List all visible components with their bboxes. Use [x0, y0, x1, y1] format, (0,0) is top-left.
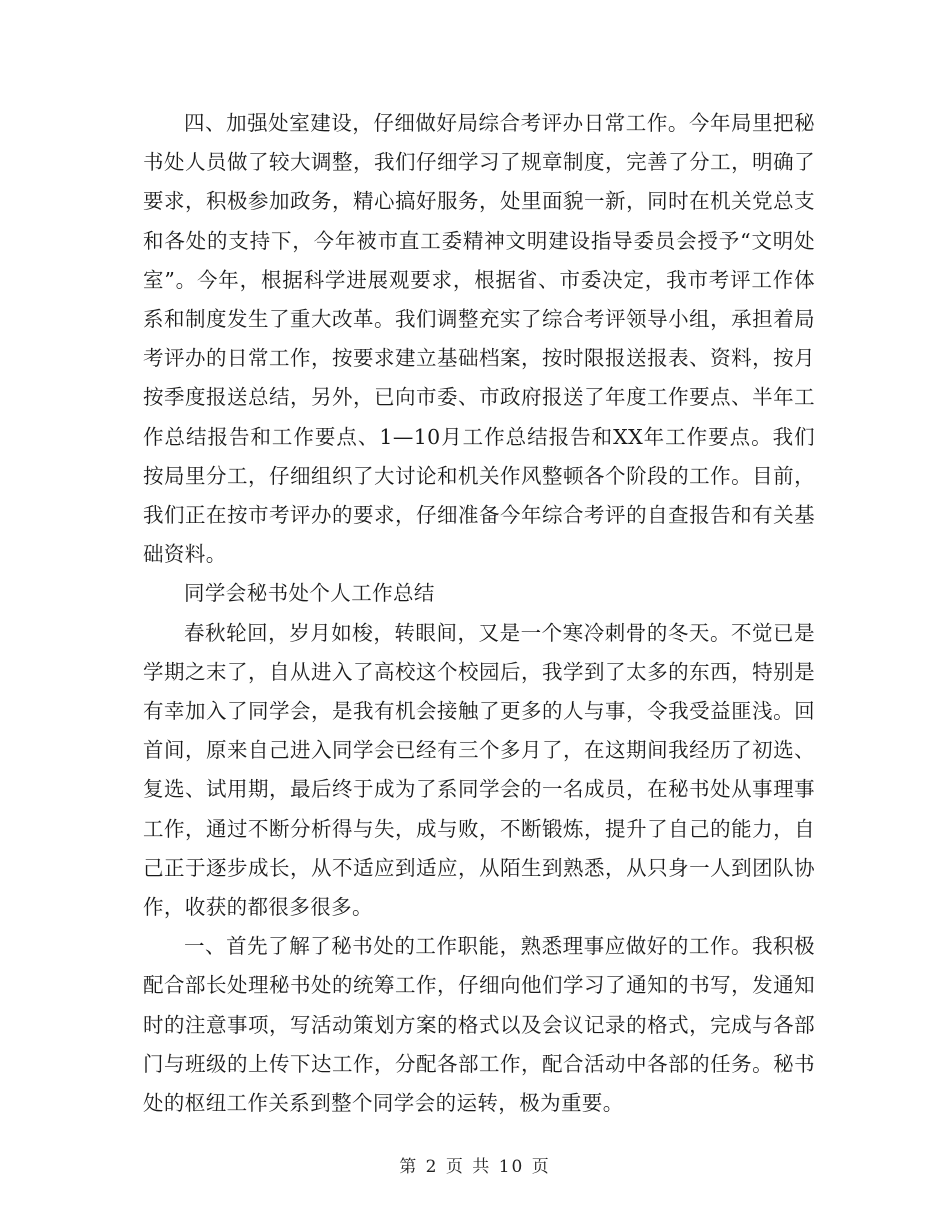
- paragraph-section-one: 一、首先了解了秘书处的工作职能，熟悉理事应做好的工作。我积极配合部长处理秘书处的统筹工作，仔细向他们学习了通知的书写，发通知时的注意事项，写活动策划方案的格式以及会议记录的格式，完成与各部门与班级的上传下达工作，分配各部工作，配合活动中各部的任务。秘书处的枢纽工作关系到整个同学会的运转，极为重要。: [143, 934, 815, 1116]
- section-title: 同学会秘书处个人工作总结: [184, 581, 435, 606]
- page-number-footer: 第 2 页 共 10 页: [399, 1157, 551, 1177]
- paragraph-section-four: 四、加强处室建设，仔细做好局综合考评办日常工作。今年局里把秘书处人员做了较大调整，我们仔细学习了规章制度，完善了分工，明确了要求，积极参加政务，精心搞好服务，处里面貌一新，同时在机关党总支和各处的支持下，今年被市直工委精神文明建设指导委员会授予“文明处室”。今年，根据科学进展观要求，根据省、市委决定，我市考评工作体系和制度发生了重大改革。我们调整充实了综合考评领导小组，承担着局考评办的日常工作，按要求建立基础档案，按时限报送报表、资料，按月按季度报送总结，另外，已向市委、市政府报送了年度工作要点、半年工作总结报告和工作要点、1—10月工作总结报告和XX年工作要点。我们按局里分工，仔细组织了大讨论和机关作风整顿各个阶段的工作。目前，我们正在按市考评办的要求，仔细准备今年综合考评的自查报告和有关基础资料。: [143, 111, 815, 567]
- paragraph-intro: 春秋轮回，岁月如梭，转眼间，又是一个寒冷刺骨的冬天。不觉已是学期之末了，自从进入了高校这个校园后，我学到了太多的东西，特别是有幸加入了同学会，是我有机会接触了更多的人与事，令我受益匪浅。回首间，原来自己进入同学会已经有三个多月了，在这期间我经历了初选、复选、试用期，最后终于成为了系同学会的一名成员，在秘书处从事理事工作，通过不断分析得与失，成与败，不断锻炼，提升了自己的能力，自己正于逐步成长，从不适应到适应，从陌生到熟悉，从只身一人到团队协作，收获的都很多很多。: [143, 620, 815, 920]
- document-body: [143, 104, 815, 1123]
